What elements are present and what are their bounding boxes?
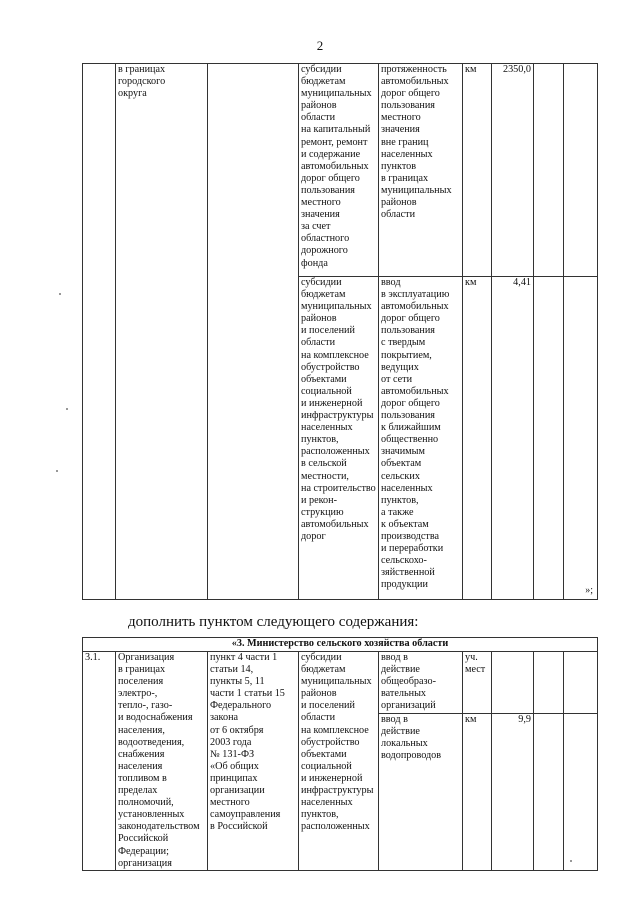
- scan-speck: [59, 293, 61, 295]
- value-cell: [492, 277, 534, 600]
- empty-cell: [564, 277, 598, 600]
- value-text: 4,41: [513, 277, 531, 288]
- indicator-cell: [379, 652, 463, 714]
- legal-basis-cell: [208, 652, 299, 871]
- empty-cell: [534, 652, 564, 714]
- scan-speck: [56, 470, 58, 472]
- item-number: 3.1.: [85, 652, 101, 663]
- subsidy-cell: [299, 652, 379, 871]
- indicator-cell: [379, 714, 463, 871]
- legal-basis-cell: [208, 64, 299, 600]
- empty-cell: [534, 64, 564, 277]
- subsidy-text: субсидии бюджетам муниципальных районов и поселений области на комплексное обустройство объектами социальной и инженерной инфраструктуры населенных пунктов, расположенных в сельской местности, на строительство и рекон- струкцию автомобильных дорог: [301, 277, 376, 542]
- unit-cell: [463, 64, 492, 277]
- value-text: 2350,0: [502, 64, 531, 75]
- unit-text: км: [465, 277, 477, 288]
- value-cell: [492, 64, 534, 277]
- indicator-text: протяженность автомобильных дорог общего пользования местного значения вне границ населенных пунктов в границах муниципальных районов области: [381, 64, 452, 221]
- subsidy-text: субсидии бюджетам муниципальных районов области на капитальный ремонт, ремонт и содержание автомобильных дорог общего пользования местного значения за счет областного дорожного фонда: [301, 64, 372, 269]
- empty-cell: [564, 652, 598, 714]
- unit-text: уч. мест: [465, 652, 486, 676]
- unit-text: км: [465, 714, 477, 725]
- authority-cell: [116, 64, 208, 600]
- indicators-table-continued: [82, 63, 598, 600]
- scan-speck: [570, 860, 572, 862]
- unit-cell: [463, 277, 492, 600]
- number-cell: [83, 652, 116, 871]
- authority-cell: [116, 652, 208, 871]
- section-title-cell: [83, 638, 598, 652]
- unit-cell: [463, 714, 492, 871]
- indicator-cell: [379, 64, 463, 277]
- subsidy-cell: [299, 277, 379, 600]
- value-text: 9,9: [518, 714, 531, 725]
- number-cell: [83, 64, 116, 600]
- empty-cell: [564, 714, 598, 871]
- end-quote-mark: »;: [585, 584, 593, 596]
- scan-speck: [66, 408, 68, 410]
- authority-text: в границах городского округа: [118, 64, 166, 100]
- indicator-cell: [379, 277, 463, 600]
- amendment-instruction: дополнить пунктом следующего содержания:: [128, 614, 419, 630]
- page-number: 2: [316, 38, 324, 53]
- value-cell: [492, 714, 534, 871]
- indicator-text: ввод в эксплуатацию автомобильных дорог общего пользования с твердым покрытием, ведущих от сети автомобильных дорог общего пользования к ближайшим общественно значимым объектам сельских населенных пунктов, а также к объектам производства и переработки сельскохо- зяйственной продукции: [381, 277, 450, 591]
- unit-text: км: [465, 64, 477, 75]
- value-cell: [492, 652, 534, 714]
- unit-cell: [463, 652, 492, 714]
- new-section-table: [82, 637, 598, 871]
- authority-text: Организация в границах поселения электро-, тепло-, газо- и водоснабжения населения, водоотведения, снабжения населения топливом в пределах полномочий, установленных законодательством Российской Федерации; организация: [118, 652, 200, 869]
- subsidy-text: субсидии бюджетам муниципальных районов и поселений области на комплексное обустройство объектами социальной и инженерной инфраструктуры населенных пунктов, расположенных: [301, 652, 374, 833]
- section-title: «3. Министерство сельского хозяйства области: [231, 638, 449, 649]
- legal-basis-text: пункт 4 части 1 статьи 14, пункты 5, 11 части 1 статьи 15 Федерального закона от 6 октября 2003 года № 131-ФЗ «Об общих принципах организации местного самоуправления в Российской: [210, 652, 285, 833]
- subsidy-cell: [299, 64, 379, 277]
- indicator-text: ввод в действие локальных водопроводов: [381, 714, 442, 762]
- empty-cell: [564, 64, 598, 277]
- empty-cell: [534, 714, 564, 871]
- indicator-text: ввод в действие общеобразо- вательных организаций: [381, 652, 436, 712]
- empty-cell: [534, 277, 564, 600]
